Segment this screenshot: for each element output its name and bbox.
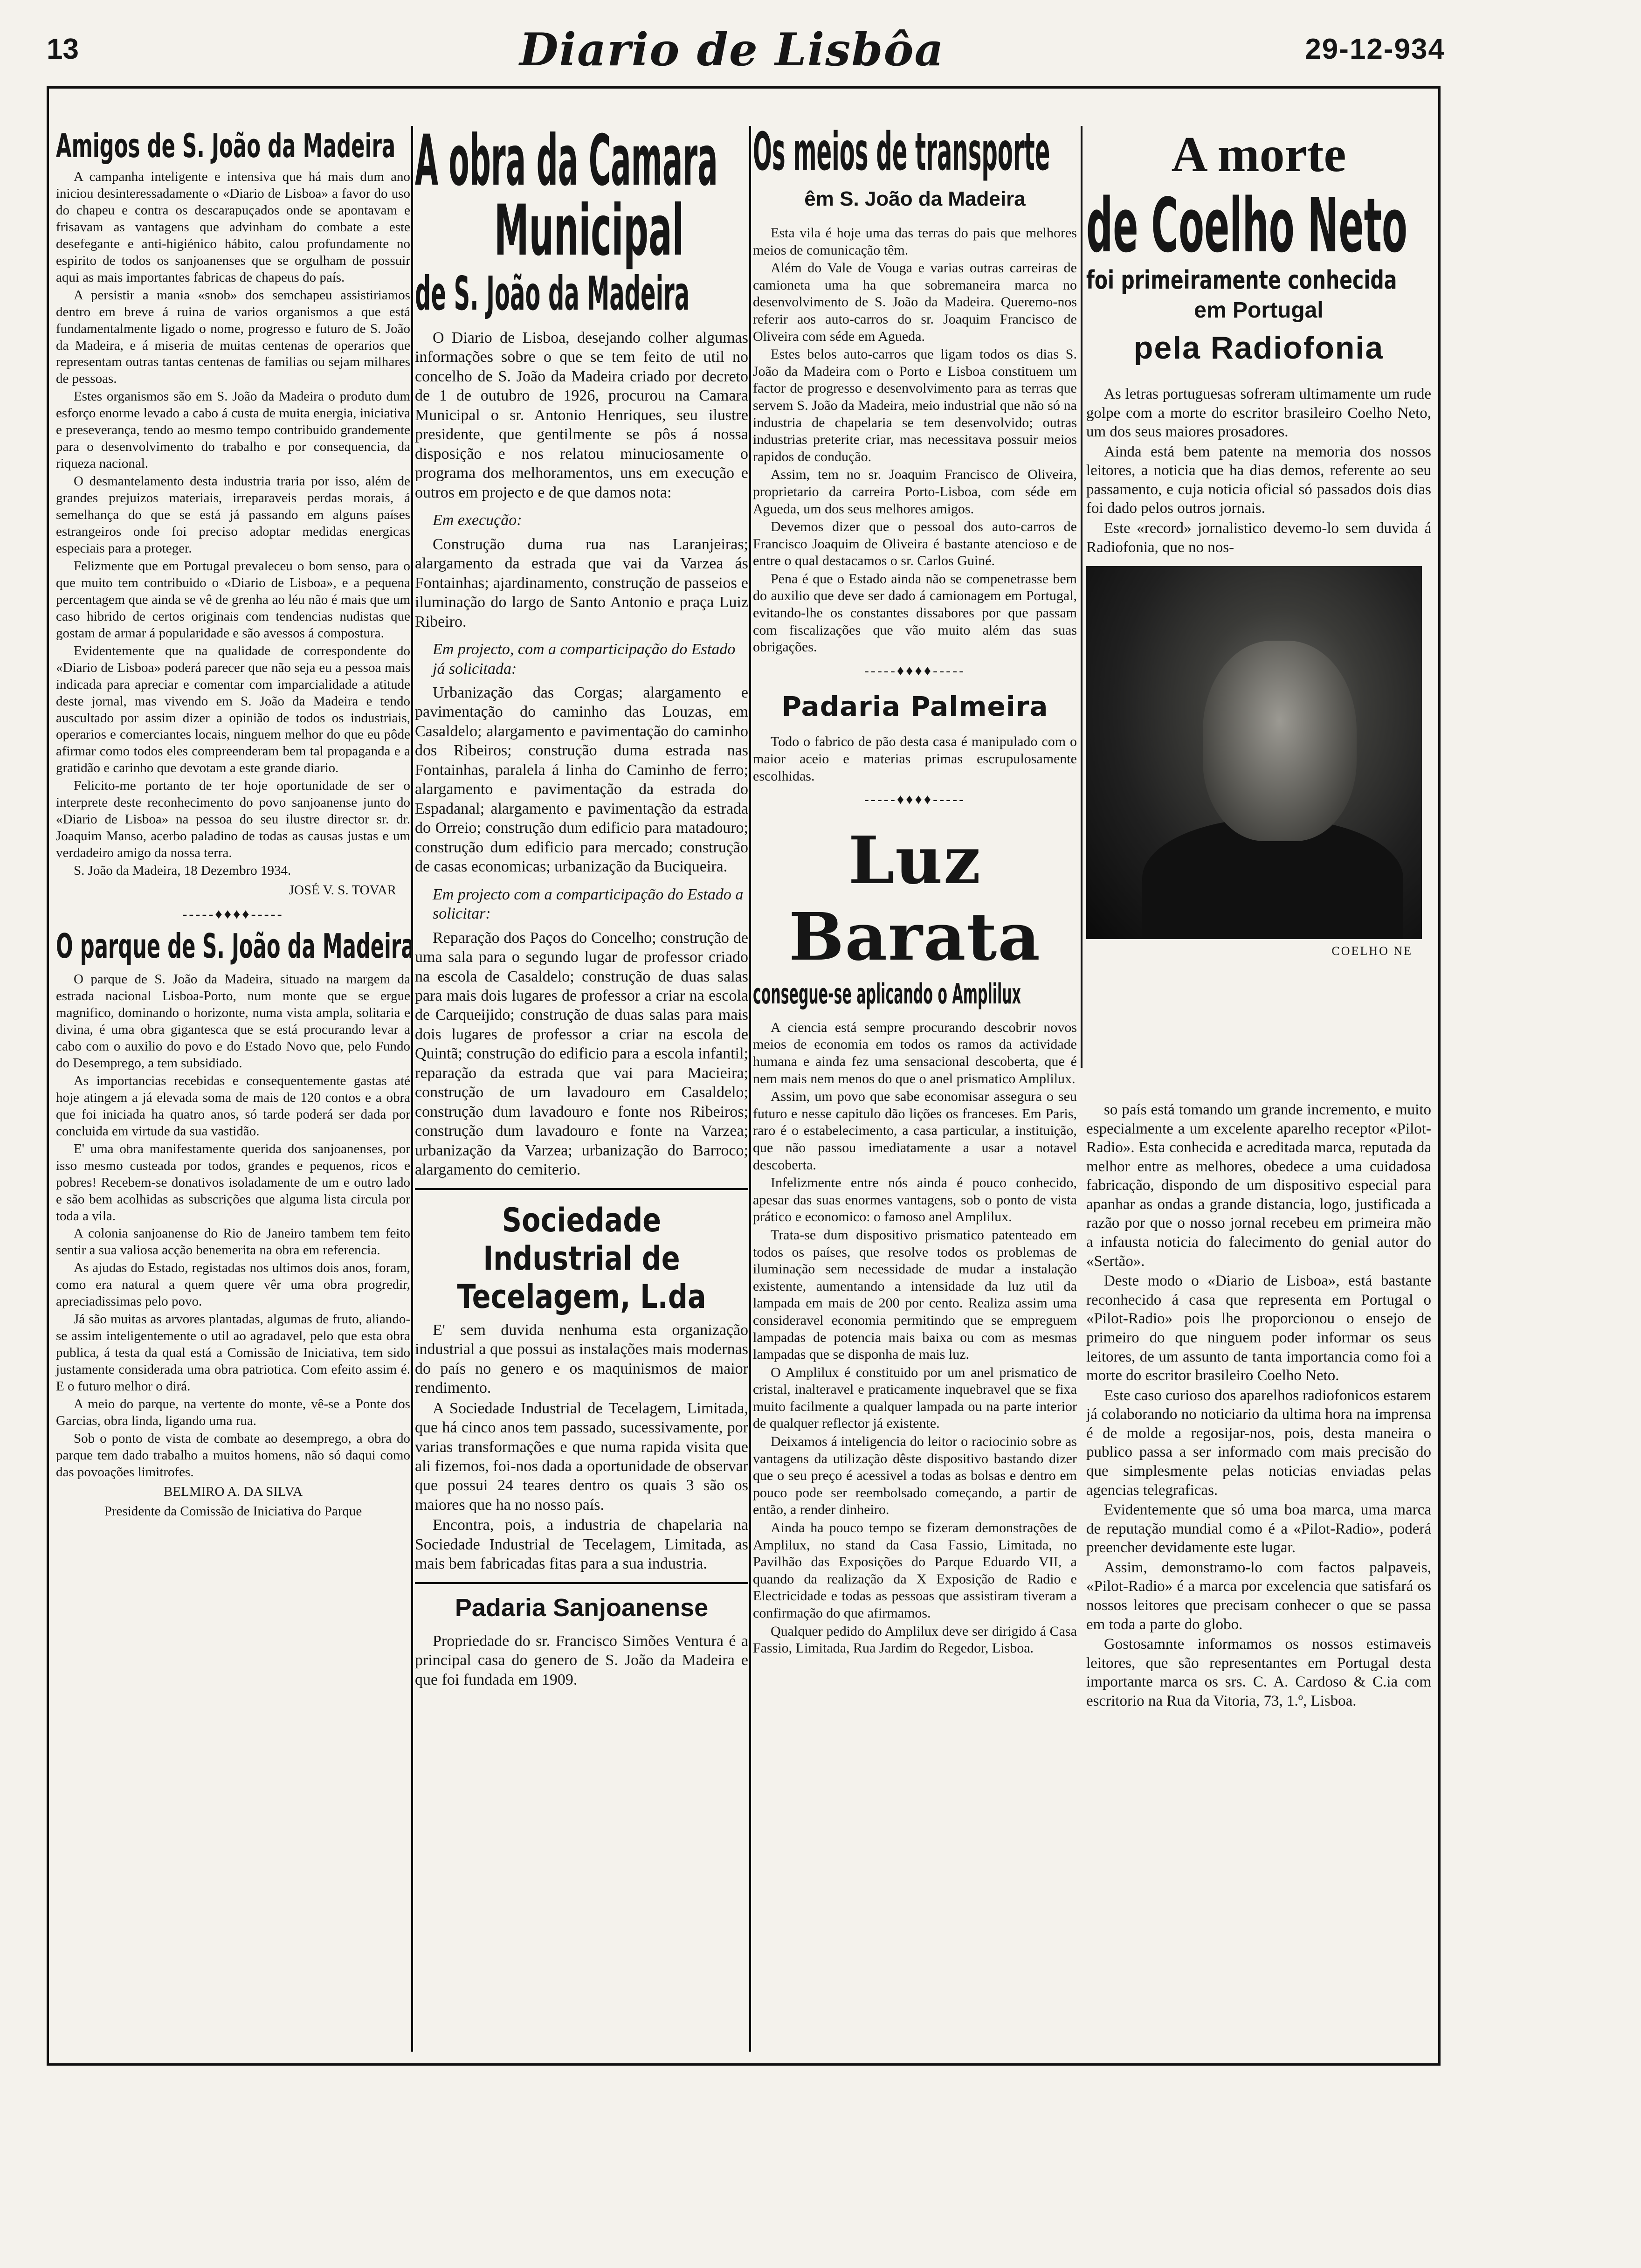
morte-headline: A morte bbox=[1171, 127, 1346, 182]
photo-caption: COELHO NE bbox=[1331, 944, 1413, 958]
section-rule bbox=[415, 1188, 748, 1190]
padaria-sanjoanense-headline: Padaria Sanjoanense bbox=[455, 1593, 709, 1622]
padaria-palmeira-text: Todo o fabrico de pão desta casa é manipulado com o maior aceio e materias primas escrupulosamente escolhidas. bbox=[753, 734, 1077, 784]
meios-headline: Os meios de transporte bbox=[753, 122, 1050, 182]
meios-paragraph: Estes belos auto-carros que ligam todos os dias S. João da Madeira com o Porto e Lisboa constituem um factor de progresso e desenvolvimento para as terras que servem S. João da Madeira, meio industrial que não só na industria de chapelaria se tem desenvolvido; outras industrias preterite criar, mas necessitava possuir meios rapidos de condução. bbox=[753, 346, 1077, 464]
parque-signature: BELMIRO A. DA SILVA bbox=[163, 1484, 303, 1499]
luz-paragraph: Trata-se dum dispositivo prismatico patenteado em todos os países, que resolve todos os problemas de iluminação sem necessidade de mudar a instalação existente, aumentando a intensidade da luz util da lampada em mais de 200 por cento. Realiza assim uma consideravel economia permitindo que se empreguem lampadas de potencia mais baixa ou com as mesmas lampadas que se disponha de mais luz. bbox=[753, 1227, 1077, 1362]
parque-signature-role: Presidente da Comissão de Iniciativa do Parque bbox=[104, 1503, 362, 1519]
column-4-continued bbox=[1086, 1100, 1431, 1712]
sociedade-paragraph: E' sem duvida nenhuma esta organização industrial a que possui as instalações mais modernas do país no genero e os maquinismos de maior rendimento. bbox=[415, 1321, 748, 1397]
luz-paragraph: A ciencia está sempre procurando descobrir novos meios de economia em todos os ramos da actividade humana e ainda fez uma sensacional descoberta, que é nem mais nem menos do que o anel prismatico Amplilux. bbox=[753, 1019, 1077, 1086]
obra-section-text: Construção duma rua nas Laranjeiras; alargamento da estrada que vai da Varzea ás Fontainhas; ajardinamento, construção de passeios e iluminação do largo de Santo Antonio e praça Luiz Ribeiro. bbox=[415, 535, 748, 630]
morte-headline-name: de Coelho Neto bbox=[1086, 182, 1407, 269]
newspaper-title: Diario de Lisbôa bbox=[519, 23, 945, 76]
meios-paragraph: Devemos dizer que o pessoal dos auto-carros de Francisco Joaquim de Oliveira é bastante atencioso e de entre o qual destacamos o sr. Carlos Guiné. bbox=[753, 519, 1077, 569]
issue-date: 29-12-934 bbox=[1305, 33, 1445, 65]
obra-section-text: Reparação dos Paços do Concelho; construção de uma sala para o segundo lugar de professor criado na escola de Casaldelo; construção de duas salas para mais dois lugares de professor a criar na escola de Carqueijido; construção de duas salas para mais dois lugares de professor a criar na escola de Quintã; construção do edificio para a escola infantil; reparação da estrada que vai para Macieira; construção de um lavadouro em Casaldelo; construção dum lavadouro e fonte nos Ribeiros; construção dum lavadouro e fonte na Varzea; urbanização da Varzea; urbanização do Barroco; alargamento do cemiterio. bbox=[415, 929, 748, 1179]
parque-paragraph: O parque de S. João da Madeira, situado na margem da estrada nacional Lisboa-Porto, num monte que se ergue magnifico, dominando o horizonte, numa vista ampla, solitaria e divina, é uma obra gigantesca que se está procurando levar a cabo com o auxilio do povo e do Estado Novo que, pelo Fundo do Desemprego, a tem subsidiado. bbox=[56, 972, 410, 1071]
section-rule bbox=[415, 1582, 748, 1584]
luz-paragraph: Qualquer pedido do Amplilux deve ser dirigido á Casa Fassio, Limitada, Rua Jardim do Regedor, Lisboa. bbox=[753, 1623, 1077, 1656]
column-rule bbox=[411, 126, 413, 2052]
meios-paragraph: Esta vila é hoje uma das terras do pais que melhores meios de comunicação têm. bbox=[753, 225, 1077, 258]
amigos-paragraph: Evidentemente que na qualidade de correspondente do «Diario de Lisboa» poderá parecer que não seja eu a pessoa mais indicada para apreciar e comentar com imparcialidade a atitude deste jornal, mas vivendo em S. João da Madeira e tendo auscultado por assim dizer a opinião de todos os industriais, operarios e comerciantes locais, ninguem melhor do que eu pôde afirmar como todos eles compreenderam bem tal propaganda e a gratidão e carinho que devotam a este grande diario. bbox=[56, 643, 410, 776]
sociedade-paragraph: A Sociedade Industrial de Tecelagem, Limitada, que há cinco anos tem passado, sucessivamente, por varias transformações e que numa rapida visita que ali fizemos, foi-nos dada a oportunidade de observar que possui 24 teares dentro os quais 3 são os maiores que ha no nosso país. bbox=[415, 1399, 748, 1514]
luz-paragraph: O Amplilux é constituido por um anel prismatico de cristal, inalteravel e praticamente inquebravel que se fixa muito facilmente a qualquer lampada ou na parte interior de qualquer reflector já existente. bbox=[753, 1364, 1077, 1431]
column-2 bbox=[415, 120, 748, 1690]
parque-headline: O parque de S. João da Madeira bbox=[56, 927, 415, 966]
ornament-divider: -----♦♦♦♦----- bbox=[182, 906, 284, 922]
parque-paragraph: Sob o ponto de vista de combate ao desemprego, a obra do parque tem dado trabalho a muitos homens, não só daqui como das povoações limitrofes. bbox=[56, 1431, 410, 1480]
parque-paragraph: E' uma obra manifestamente querida dos sanjoanenses, por isso mesmo custeada por todos, grandes e pequenos, ricos e pobres! Recebem-se donativos isoladamente de um e outro lado e são bem acolhidas as subscrições que alguma lista circula por toda a vila. bbox=[56, 1141, 410, 1224]
ornament-divider: -----♦♦♦♦----- bbox=[864, 663, 966, 678]
parque-paragraph: Já são muitas as arvores plantadas, algumas de fruto, aliando-se assim inteligentemente o util ao agradavel, pelo que esta obra publica, á testa da qual está a Comissão de Iniciativa, tem sido justamente considerada uma obra patriotica. Com efeito assim é. E o futuro melhor o dirá. bbox=[56, 1312, 410, 1394]
obra-section-title: Em projecto, com a comparticipação do Estado já solicitada: bbox=[433, 641, 736, 678]
parque-paragraph: A colonia sanjoanense do Rio de Janeiro tambem tem feito sentir a sua valiosa acção benemerita na obra em referencia. bbox=[56, 1226, 410, 1258]
morte-paragraph: Deste modo o «Diario de Lisboa», está bastante reconhecido á casa que representa em Portugal o «Pilot-Radio» pois lhe proporcionou o ensejo de primeiro do que ninguem poder informar os seus leitores, de um assunto de tanta importancia como foi a morte do escritor brasileiro Coelho Neto. bbox=[1086, 1272, 1431, 1384]
obra-section-title: Em execução: bbox=[433, 512, 522, 529]
morte-paragraph: Este caso curioso dos aparelhos radiofonicos estarem já colaborando no noticiario da ultima hora na imprensa é de molde a regosijar-nos, pois, desta maneira o publico passa a ser informado com mais precisão do que simplesmente pelas noticias enviadas pelas agencias telegraficas. bbox=[1086, 1387, 1431, 1499]
morte-paragraph: so país está tomando um grande incremento, e muito especialmente a um excelente aparelho receptor «Pilot-Radio». Esta conhecida e acreditada marca, reputada da melhor entre as melhores, obedece a uma cuidadosa fabricação, dispondo de um dispositivo especial para apanhar as ondas a grande distancia, logo, justificada a razão por que o nosso jornal recebeu em primeira mão a infausta noticia do falecimento do genial autor do «Sertão». bbox=[1086, 1101, 1431, 1270]
luz-paragraph: Infelizmente entre nós ainda é pouco conhecido, apesar das suas enormes vantagens, sob o ponto de vista prático e economico: o famoso anel Amplilux. bbox=[753, 1175, 1077, 1225]
obra-headline-place: de S. João da Madeira bbox=[415, 266, 690, 321]
column-rule bbox=[749, 126, 751, 2052]
morte-paragraph: Evidentemente que só uma boa marca, uma marca de reputação mundial como é a «Pilot-Radio», poderá preencher devidamente este lugar. bbox=[1086, 1501, 1431, 1556]
luz-headline: Luz Barata bbox=[789, 822, 1041, 975]
luz-paragraph: Assim, um povo que sabe economisar assegura o seu futuro e nesse capitulo dão lições os franceses. Em Paris, raro é o estabelecimento, a casa particular, a instituição, que não passou imediatamente a usar a notavel descoberta. bbox=[753, 1089, 1077, 1173]
meios-paragraph: Além do Vale de Vouga e varias outras carreiras de camioneta uma ha que sobremaneira marca no desenvolvimento de S. João da Madeira. Queremo-nos referir aos auto-carros do sr. Joaquim Francisco de Oliveira com séde em Agueda. bbox=[753, 260, 1077, 344]
amigos-paragraph: O desmantelamento desta industria traria por isso, além de grandes prejuizos materiais, irreparaveis perdas morais, á semelhança do que se está já passando em alguns países estrangeiros onde foi preciso adoptar medidas energicas especiais para a proteger. bbox=[56, 474, 410, 556]
column-1 bbox=[56, 126, 415, 1520]
morte-paragraph: Assim, demonstramo-lo com factos palpaveis, «Pilot-Radio» é a marca por excelencia que satisfará os nossos leitores que precisam conhecer o que se passa em toda a parte do globo. bbox=[1086, 1559, 1431, 1633]
coelho-neto-portrait bbox=[1086, 566, 1422, 939]
morte-headline-country: em Portugal bbox=[1194, 298, 1324, 323]
luz-subhead: consegue-se aplicando o Amplilux bbox=[753, 977, 1021, 1010]
luz-paragraph: Ainda ha pouco tempo se fizeram demonstrações de Amplilux, no stand da Casa Fassio, Limitada, no Pavilhão das Exposições do Parque Eduardo VII, a quando da realização da X Exposição de Radio e Electricidade e todas as pessoas que assistiram tiveram a confirmação do que afirmamos. bbox=[753, 1520, 1077, 1621]
amigos-paragraph: A persistir a mania «snob» dos semchapeu assistiriamos dentro em breve á ruina de varios organismos a que está fundamentalmente ligado o nome, progresso e futuro de S. João da Madeira, e á miseria de muitas centenas de operarios que representam outras tantas centenas de familias ou sejam milhares de pessoas. bbox=[56, 287, 410, 387]
portrait-face bbox=[1203, 641, 1357, 841]
meios-paragraph: Pena é que o Estado ainda não se compenetrasse bem do auxilio que deve ser dado á camionagem em Portugal, evitando-lhe os constantes dissabores por que passam com fiscalizações que vão muito além das suas obrigações. bbox=[753, 571, 1077, 655]
page-number: 13 bbox=[47, 33, 79, 65]
column-rule bbox=[1081, 126, 1083, 1068]
obra-headline-municipal: Municipal bbox=[494, 190, 684, 271]
column-4 bbox=[1086, 126, 1431, 965]
parque-paragraph: A meio do parque, na vertente do monte, vê-se a Ponte dos Garcias, obra linda, ligando uma rua. bbox=[56, 1397, 410, 1428]
padaria-sanjoanense-text: Propriedade do sr. Francisco Simões Ventura é a principal casa do genero de S. João da Madeira e que foi fundada em 1909. bbox=[415, 1632, 748, 1688]
ornament-divider: -----♦♦♦♦----- bbox=[864, 792, 966, 808]
amigos-paragraph: Felizmente que em Portugal prevaleceu o bom senso, para o que muito tem contribuido o «Diario de Lisboa», e a pequena percentagem que ainda se vê de grenha ao léu não é mais que um caso hibrido de certos originais com tendencias nudistas que gostam de armar á popularidade e são avessos á compostura. bbox=[56, 558, 410, 641]
obra-headline: A obra da Camara bbox=[415, 120, 718, 201]
parque-paragraph: As ajudas do Estado, registadas nos ultimos dois anos, foram, como era natural a quem quere vêr uma obra progredir, apreciadissimas pelo povo. bbox=[56, 1260, 410, 1309]
luz-paragraph: Deixamos á inteligencia do leitor o raciocinio sobre as vantagens da utilização dêste dispositivo bastando dizer que o seu preço é acessivel a todas as bolsas e dentro em pouco pode ser reembolsado começando, a partir de então, a render dinheiro. bbox=[753, 1434, 1077, 1518]
morte-paragraph: Gostosamnte informamos os nossos estimaveis leitores, que são representantes em Portugal desta importante marca os srs. C. A. Cardoso & C.ia com escritorio na Rua da Vitoria, 73, 1.º, Lisboa. bbox=[1086, 1636, 1431, 1709]
padaria-palmeira-headline: Padaria Palmeira bbox=[781, 691, 1048, 723]
morte-paragraph: As letras portuguesas sofreram ultimamente um rude golpe com a morte do escritor brasileiro Coelho Neto, um dos seus maiores prosadores. bbox=[1086, 386, 1431, 441]
meios-subhead: êm S. João da Madeira bbox=[804, 187, 1026, 210]
amigos-headline: Amigos de S. João da Madeira bbox=[56, 127, 396, 165]
morte-headline-radio: pela Radiofonia bbox=[1133, 330, 1384, 366]
obra-section-title: Em projecto com a comparticipação do Estado a solicitar: bbox=[433, 885, 744, 923]
amigos-signature: JOSÉ V. S. TOVAR bbox=[289, 883, 396, 898]
obra-intro: O Diario de Lisboa, desejando colher algumas informações sobre o que se tem feito de util no concelho de S. João da Madeira criado por decreto de 1 de outubro de 1926, procurou na Camara Municipal o sr. Antonio Henriques, seu ilustre presidente, que gentilmente se pôs á nossa disposição e nos relatou minuciosamente o programa dos melhoramentos, uns em execução e outros em projecto e de que damos nota: bbox=[415, 329, 748, 501]
parque-paragraph: As importancias recebidas e consequentemente gastas até hoje atingem a já elevada soma de mais de 120 contos e a obra que foi iniciada ha quatro anos, só tarde poderá ser dada por concluida em virtude da sua vastidão. bbox=[56, 1073, 410, 1139]
meios-paragraph: Assim, tem no sr. Joaquim Francisco de Oliveira, proprietario da carreira Porto-Lisboa, com séde em Agueda, um dos seus melhores amigos. bbox=[753, 467, 1077, 517]
masthead bbox=[19, 19, 1445, 89]
sociedade-paragraph: Encontra, pois, a industria de chapelaria na Sociedade Industrial de Tecelagem, Limitada, as mais bem fabricadas fitas para a sua industria. bbox=[415, 1516, 748, 1573]
morte-headline-sub: foi primeiramente conhecida bbox=[1086, 265, 1397, 295]
sociedade-headline: Sociedade Industrial de Tecelagem, L.da bbox=[457, 1201, 706, 1316]
amigos-paragraph: A campanha inteligente e intensiva que há mais dum ano iniciou desinteressadamente o «Diario de Lisboa» a favor do uso do chapeu e contra os descarapuçados onde se apontavam e frisavam as vantagens que advinham do combate a este desefegante e anti-higiénico hábito, calou profundamente no espirito de todos os sanjoanenses que se orgulham de possuir aqui as mais importantes fabricas de chapeus do país. bbox=[56, 169, 410, 285]
column-3 bbox=[753, 122, 1077, 1658]
obra-section-text: Urbanização das Corgas; alargamento e pavimentação do caminho das Louzas, em Casaldelo; alargamento e pavimentação do caminho dos Ribeiros; construção duma estrada nas Fontainhas, paralela á linha do Caminho de ferro; alargamento e pavimentação da estrada do Espadanal; alargamento e pavimentação da estrada do Orreio; construção dum edificio para matadouro; construção dum edificio para mercado; construção de casas economicas; urbanização da Buciqueira. bbox=[415, 684, 748, 876]
amigos-dateline: S. João da Madeira, 18 Dezembro 1934. bbox=[74, 863, 291, 878]
morte-paragraph: Ainda está bem patente na memoria dos nossos leitores, a noticia que ha dias demos, referente ao seu passamento, e cuja noticia oficial só passados dois dias foi dado pelos outros jornais. bbox=[1086, 443, 1431, 517]
morte-paragraph: Este «record» jornalistico devemo-lo sem duvida á Radiofonia, que no nos- bbox=[1086, 520, 1431, 556]
amigos-paragraph: Estes organismos são em S. João da Madeira o produto dum esforço enorme levado a cabo á custa de muita energia, iniciativa e preseverança, tendo ao mesmo tempo contribuido grandemente para o desenvolvimento do trabalho e por consequencia, da riqueza nacional. bbox=[56, 389, 410, 471]
amigos-paragraph: Felicito-me portanto de ter hoje oportunidade de ser o interprete deste reconhecimento do povo sanjoanense junto do «Diario de Lisboa» na pessoa do seu ilustre director sr. dr. Joaquim Manso, acerbo paladino de todas as causas justas e um verdadeiro amigo da nossa terra. bbox=[56, 778, 410, 861]
